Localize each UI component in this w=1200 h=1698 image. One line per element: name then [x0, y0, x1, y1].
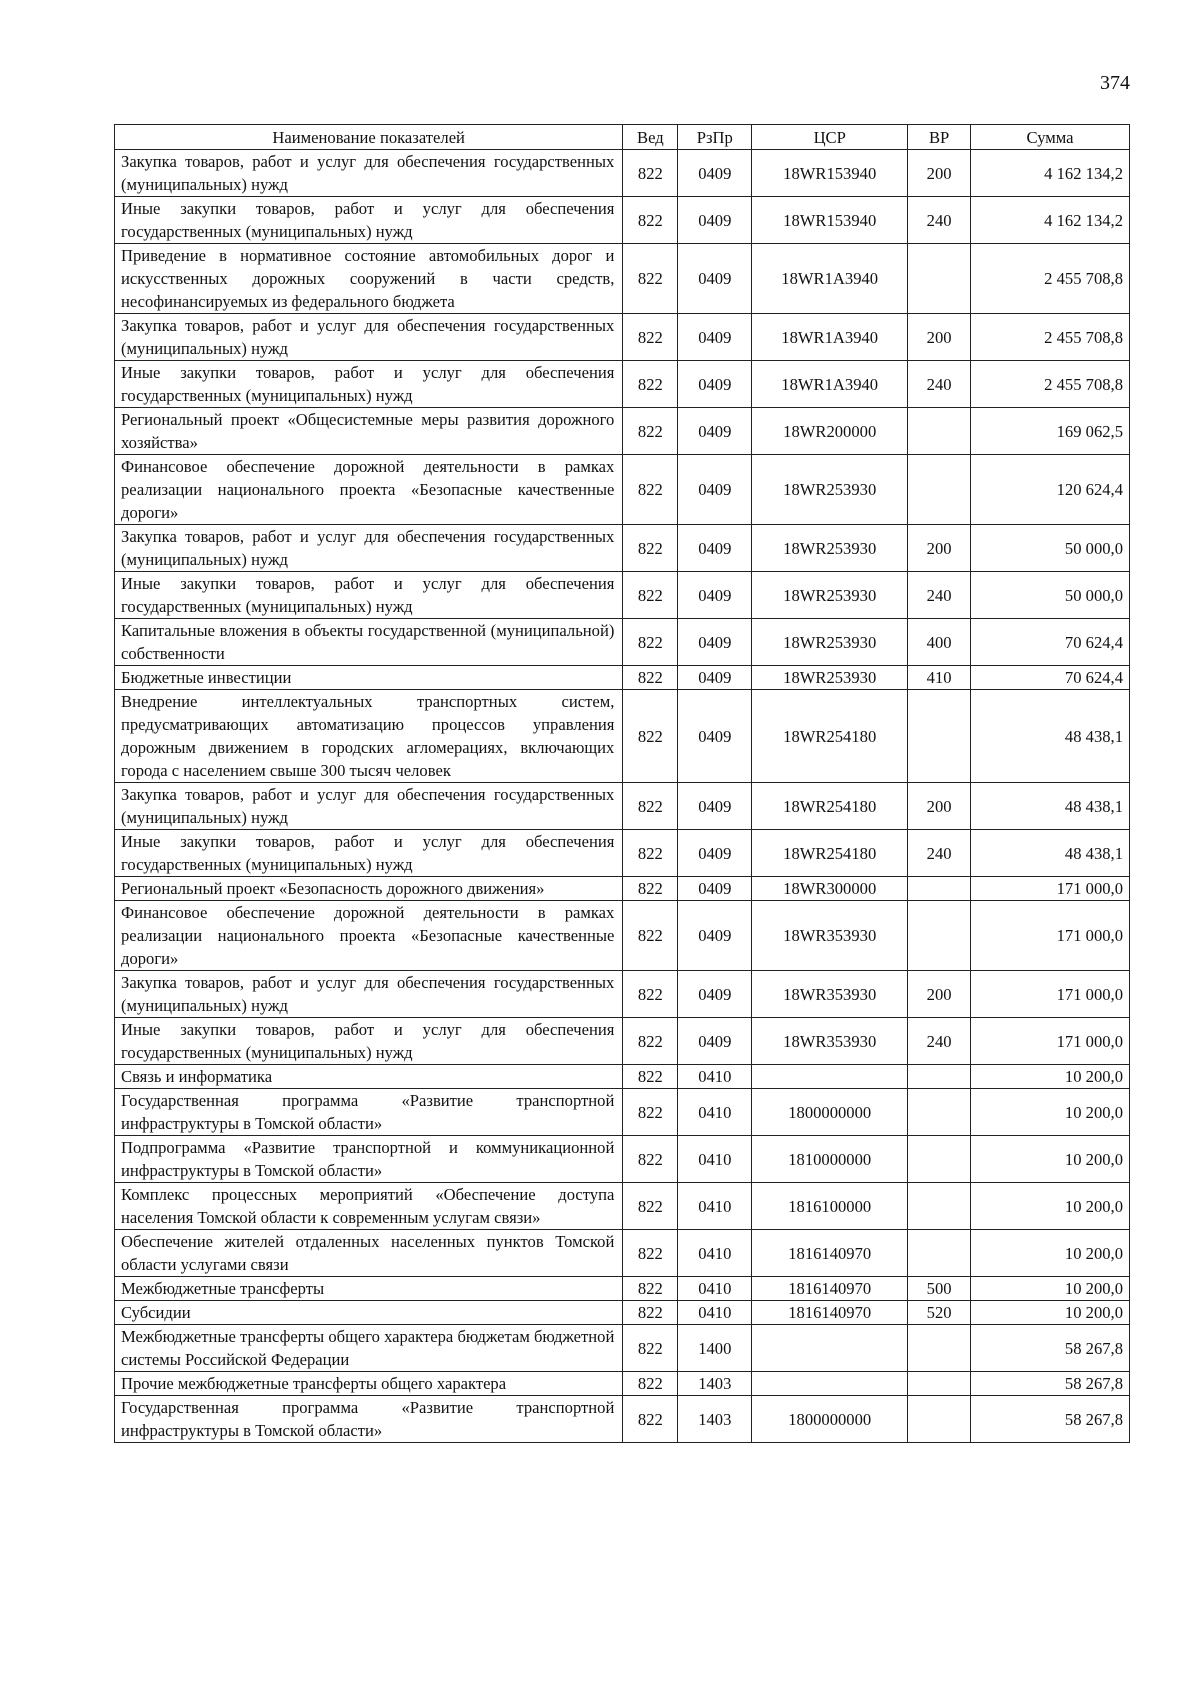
table-row: [115, 1089, 1130, 1136]
cell-name: Субсидии: [115, 1301, 623, 1325]
cell-ved: 822: [623, 314, 678, 361]
cell-rzpr: 0409: [678, 314, 752, 361]
cell-csr: 1800000000: [752, 1089, 908, 1136]
cell-name: Финансовое обеспечение дорожной деятельности в рамках реализации национального проекта «Безопасные качественные дороги»: [115, 455, 623, 525]
table-row: [115, 1230, 1130, 1277]
cell-ved: 822: [623, 1018, 678, 1065]
cell-rzpr: 0409: [678, 361, 752, 408]
cell-rzpr: 0409: [678, 901, 752, 971]
cell-csr: 18WR253930: [752, 455, 908, 525]
cell-ved: 822: [623, 1277, 678, 1301]
cell-ved: 822: [623, 1089, 678, 1136]
header-rzpr: РзПр: [678, 125, 752, 150]
cell-sum: 58 267,8: [971, 1396, 1130, 1443]
cell-rzpr: 0409: [678, 1018, 752, 1065]
cell-ved: 822: [623, 1065, 678, 1089]
table-row: [115, 455, 1130, 525]
cell-sum: 2 455 708,8: [971, 314, 1130, 361]
cell-name: Иные закупки товаров, работ и услуг для обеспечения государственных (муниципальных) нужд: [115, 830, 623, 877]
cell-name: Закупка товаров, работ и услуг для обеспечения государственных (муниципальных) нужд: [115, 783, 623, 830]
cell-ved: 822: [623, 244, 678, 314]
table-row: [115, 877, 1130, 901]
cell-rzpr: 0409: [678, 572, 752, 619]
table-row: [115, 1065, 1130, 1089]
cell-vr: 200: [908, 971, 971, 1018]
cell-name: Иные закупки товаров, работ и услуг для обеспечения государственных (муниципальных) нужд: [115, 572, 623, 619]
cell-csr: 18WR254180: [752, 690, 908, 783]
cell-vr: [908, 1089, 971, 1136]
header-csr: ЦСР: [752, 125, 908, 150]
cell-sum: 10 200,0: [971, 1183, 1130, 1230]
cell-csr: 18WR1A3940: [752, 314, 908, 361]
cell-sum: 10 200,0: [971, 1277, 1130, 1301]
cell-sum: 70 624,4: [971, 666, 1130, 690]
cell-sum: 4 162 134,2: [971, 197, 1130, 244]
cell-ved: 822: [623, 455, 678, 525]
table-row: [115, 314, 1130, 361]
cell-sum: 120 624,4: [971, 455, 1130, 525]
cell-vr: 240: [908, 197, 971, 244]
cell-name: Закупка товаров, работ и услуг для обеспечения государственных (муниципальных) нужд: [115, 314, 623, 361]
cell-rzpr: 0410: [678, 1277, 752, 1301]
cell-sum: 10 200,0: [971, 1065, 1130, 1089]
table-row: [115, 572, 1130, 619]
table-row: [115, 408, 1130, 455]
table-header-row: [115, 125, 1130, 150]
cell-sum: 58 267,8: [971, 1372, 1130, 1396]
cell-csr: 1816140970: [752, 1277, 908, 1301]
cell-rzpr: 0409: [678, 971, 752, 1018]
cell-ved: 822: [623, 1396, 678, 1443]
cell-csr: 1800000000: [752, 1396, 908, 1443]
cell-ved: 822: [623, 1230, 678, 1277]
cell-name: Иные закупки товаров, работ и услуг для обеспечения государственных (муниципальных) нужд: [115, 1018, 623, 1065]
cell-name: Финансовое обеспечение дорожной деятельности в рамках реализации национального проекта «Безопасные качественные дороги»: [115, 901, 623, 971]
cell-sum: 171 000,0: [971, 877, 1130, 901]
cell-sum: 50 000,0: [971, 525, 1130, 572]
cell-name: Государственная программа «Развитие транспортной инфраструктуры в Томской области»: [115, 1396, 623, 1443]
cell-rzpr: 0409: [678, 877, 752, 901]
cell-name: Государственная программа «Развитие транспортной инфраструктуры в Томской области»: [115, 1089, 623, 1136]
cell-vr: [908, 1065, 971, 1089]
cell-csr: 1816140970: [752, 1301, 908, 1325]
cell-csr: 1810000000: [752, 1136, 908, 1183]
cell-ved: 822: [623, 877, 678, 901]
cell-sum: 10 200,0: [971, 1230, 1130, 1277]
cell-ved: 822: [623, 1301, 678, 1325]
cell-ved: 822: [623, 150, 678, 197]
cell-name: Приведение в нормативное состояние автомобильных дорог и искусственных дорожных сооружений в части средств, несофинансируемых из федерального бюджета: [115, 244, 623, 314]
cell-vr: [908, 1230, 971, 1277]
table-row: [115, 525, 1130, 572]
cell-ved: 822: [623, 1183, 678, 1230]
table-row: [115, 783, 1130, 830]
table-row: [115, 1136, 1130, 1183]
cell-sum: 4 162 134,2: [971, 150, 1130, 197]
cell-rzpr: 0410: [678, 1089, 752, 1136]
cell-name: Обеспечение жителей отдаленных населенных пунктов Томской области услугами связи: [115, 1230, 623, 1277]
cell-ved: 822: [623, 197, 678, 244]
cell-rzpr: 0409: [678, 830, 752, 877]
cell-sum: 48 438,1: [971, 690, 1130, 783]
cell-csr: 18WR353930: [752, 971, 908, 1018]
cell-csr: [752, 1325, 908, 1372]
table-body: [115, 150, 1130, 1443]
cell-rzpr: 0409: [678, 197, 752, 244]
cell-name: Региональный проект «Безопасность дорожного движения»: [115, 877, 623, 901]
cell-csr: 1816100000: [752, 1183, 908, 1230]
cell-csr: 1816140970: [752, 1230, 908, 1277]
cell-sum: 2 455 708,8: [971, 361, 1130, 408]
header-name: Наименование показателей: [115, 125, 623, 150]
cell-ved: 822: [623, 408, 678, 455]
cell-rzpr: 1403: [678, 1372, 752, 1396]
table-row: [115, 1325, 1130, 1372]
cell-csr: 18WR153940: [752, 197, 908, 244]
cell-name: Иные закупки товаров, работ и услуг для обеспечения государственных (муниципальных) нужд: [115, 361, 623, 408]
cell-rzpr: 0409: [678, 150, 752, 197]
cell-rzpr: 0409: [678, 666, 752, 690]
cell-vr: 200: [908, 783, 971, 830]
cell-vr: 200: [908, 525, 971, 572]
cell-sum: 50 000,0: [971, 572, 1130, 619]
cell-vr: 500: [908, 1277, 971, 1301]
cell-csr: 18WR1A3940: [752, 361, 908, 408]
table-row: [115, 690, 1130, 783]
cell-csr: 18WR1A3940: [752, 244, 908, 314]
cell-name: Закупка товаров, работ и услуг для обеспечения государственных (муниципальных) нужд: [115, 150, 623, 197]
cell-sum: 171 000,0: [971, 1018, 1130, 1065]
cell-csr: [752, 1372, 908, 1396]
table-row: [115, 1372, 1130, 1396]
cell-rzpr: 0409: [678, 525, 752, 572]
cell-sum: 171 000,0: [971, 901, 1130, 971]
cell-ved: 822: [623, 572, 678, 619]
cell-rzpr: 0409: [678, 408, 752, 455]
table-row: [115, 619, 1130, 666]
cell-vr: [908, 1396, 971, 1443]
cell-vr: [908, 877, 971, 901]
cell-ved: 822: [623, 1325, 678, 1372]
cell-name: Закупка товаров, работ и услуг для обеспечения государственных (муниципальных) нужд: [115, 525, 623, 572]
table-row: [115, 1301, 1130, 1325]
cell-csr: 18WR353930: [752, 901, 908, 971]
cell-csr: 18WR254180: [752, 783, 908, 830]
cell-sum: 10 200,0: [971, 1301, 1130, 1325]
cell-csr: [752, 1065, 908, 1089]
cell-ved: 822: [623, 1372, 678, 1396]
cell-csr: 18WR253930: [752, 572, 908, 619]
cell-vr: [908, 1183, 971, 1230]
cell-ved: 822: [623, 971, 678, 1018]
cell-name: Межбюджетные трансферты общего характера бюджетам бюджетной системы Российской Федерации: [115, 1325, 623, 1372]
cell-rzpr: 0410: [678, 1136, 752, 1183]
table-row: [115, 830, 1130, 877]
cell-rzpr: 0410: [678, 1301, 752, 1325]
cell-name: Прочие межбюджетные трансферты общего характера: [115, 1372, 623, 1396]
cell-vr: 240: [908, 1018, 971, 1065]
table-row: [115, 1277, 1130, 1301]
cell-ved: 822: [623, 619, 678, 666]
cell-vr: 520: [908, 1301, 971, 1325]
cell-sum: 58 267,8: [971, 1325, 1130, 1372]
cell-csr: 18WR253930: [752, 666, 908, 690]
cell-ved: 822: [623, 690, 678, 783]
cell-vr: [908, 1372, 971, 1396]
cell-rzpr: 0409: [678, 244, 752, 314]
cell-ved: 822: [623, 361, 678, 408]
cell-vr: [908, 1325, 971, 1372]
cell-name: Связь и информатика: [115, 1065, 623, 1089]
header-sum: Сумма: [971, 125, 1130, 150]
cell-ved: 822: [623, 666, 678, 690]
cell-rzpr: 0409: [678, 783, 752, 830]
cell-rzpr: 0410: [678, 1230, 752, 1277]
header-ved: Вед: [623, 125, 678, 150]
cell-name: Капитальные вложения в объекты государственной (муниципальной) собственности: [115, 619, 623, 666]
cell-csr: 18WR153940: [752, 150, 908, 197]
cell-csr: 18WR353930: [752, 1018, 908, 1065]
cell-sum: 48 438,1: [971, 830, 1130, 877]
cell-sum: 2 455 708,8: [971, 244, 1130, 314]
cell-sum: 169 062,5: [971, 408, 1130, 455]
cell-vr: [908, 408, 971, 455]
cell-rzpr: 0410: [678, 1065, 752, 1089]
cell-sum: 70 624,4: [971, 619, 1130, 666]
cell-rzpr: 1400: [678, 1325, 752, 1372]
cell-csr: 18WR254180: [752, 830, 908, 877]
table-row: [115, 666, 1130, 690]
cell-csr: 18WR200000: [752, 408, 908, 455]
cell-csr: 18WR253930: [752, 619, 908, 666]
table-row: [115, 1018, 1130, 1065]
cell-vr: 200: [908, 150, 971, 197]
cell-sum: 48 438,1: [971, 783, 1130, 830]
cell-vr: 200: [908, 314, 971, 361]
cell-rzpr: 0409: [678, 455, 752, 525]
table-row: [115, 244, 1130, 314]
cell-vr: 240: [908, 830, 971, 877]
cell-sum: 171 000,0: [971, 971, 1130, 1018]
cell-ved: 822: [623, 1136, 678, 1183]
cell-name: Комплекс процессных мероприятий «Обеспечение доступа населения Томской области к современным услугам связи»: [115, 1183, 623, 1230]
table-row: [115, 1396, 1130, 1443]
table-row: [115, 901, 1130, 971]
cell-ved: 822: [623, 901, 678, 971]
cell-vr: [908, 1136, 971, 1183]
cell-ved: 822: [623, 783, 678, 830]
cell-vr: [908, 455, 971, 525]
cell-vr: 400: [908, 619, 971, 666]
cell-vr: [908, 901, 971, 971]
cell-name: Подпрограмма «Развитие транспортной и коммуникационной инфраструктуры в Томской области»: [115, 1136, 623, 1183]
cell-vr: 410: [908, 666, 971, 690]
table-row: [115, 197, 1130, 244]
table-row: [115, 361, 1130, 408]
cell-name: Закупка товаров, работ и услуг для обеспечения государственных (муниципальных) нужд: [115, 971, 623, 1018]
cell-rzpr: 0409: [678, 690, 752, 783]
cell-vr: [908, 244, 971, 314]
cell-rzpr: 0410: [678, 1183, 752, 1230]
cell-csr: 18WR300000: [752, 877, 908, 901]
table-row: [115, 150, 1130, 197]
table-row: [115, 1183, 1130, 1230]
budget-table: [114, 124, 1130, 1443]
page-number: 374: [1100, 72, 1130, 94]
cell-vr: [908, 690, 971, 783]
cell-name: Иные закупки товаров, работ и услуг для обеспечения государственных (муниципальных) нужд: [115, 197, 623, 244]
cell-name: Бюджетные инвестиции: [115, 666, 623, 690]
cell-ved: 822: [623, 830, 678, 877]
cell-sum: 10 200,0: [971, 1136, 1130, 1183]
cell-ved: 822: [623, 525, 678, 572]
cell-name: Внедрение интеллектуальных транспортных систем, предусматривающих автоматизацию процессов управления дорожным движением в городских агломерациях, включающих города с населением свыше 300 тысяч человек: [115, 690, 623, 783]
cell-vr: 240: [908, 572, 971, 619]
cell-name: Региональный проект «Общесистемные меры развития дорожного хозяйства»: [115, 408, 623, 455]
table-row: [115, 971, 1130, 1018]
cell-csr: 18WR253930: [752, 525, 908, 572]
cell-sum: 10 200,0: [971, 1089, 1130, 1136]
header-vr: ВР: [908, 125, 971, 150]
cell-rzpr: 1403: [678, 1396, 752, 1443]
cell-name: Межбюджетные трансферты: [115, 1277, 623, 1301]
cell-vr: 240: [908, 361, 971, 408]
cell-rzpr: 0409: [678, 619, 752, 666]
